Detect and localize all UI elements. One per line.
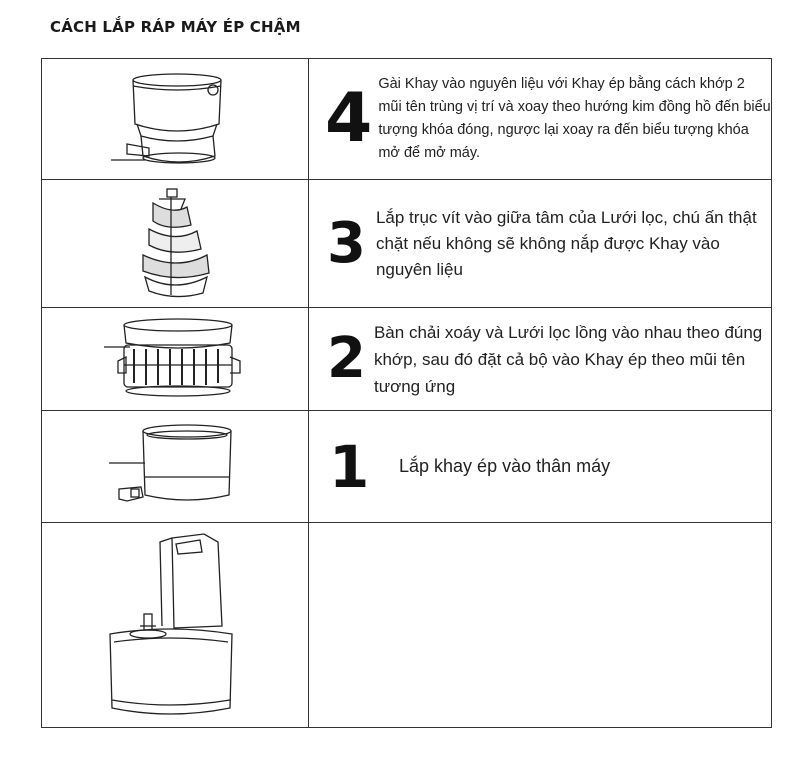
step-2-instruction-cell: [309, 308, 772, 411]
step-row-2: [42, 308, 772, 411]
empty-instruction-cell: [309, 523, 772, 728]
step-1-instruction-cell: [309, 411, 772, 523]
step-description: Lắp trục vít vào giữa tâm của Lưới lọc, chú ấn thật chặt nếu không sẽ không nắp được Khay vào nguyên liệu: [375, 207, 757, 279]
assembly-steps-table: [41, 58, 772, 728]
auger-screw-illustration: [115, 185, 235, 303]
step-3-image: [42, 180, 309, 308]
step-2-image: [42, 308, 309, 411]
step-row-4: [42, 59, 772, 180]
page-title: CÁCH LẮP RÁP MÁY ÉP CHẬM: [50, 18, 301, 36]
step-number: 2: [327, 326, 366, 391]
step-row-base: [42, 523, 772, 728]
brush-strainer-illustration: [100, 313, 250, 405]
step-4-image: [42, 59, 309, 180]
step-number: 1: [329, 432, 370, 501]
step-number: 4: [325, 79, 373, 158]
hopper-chamber-illustration: [105, 64, 245, 174]
step-description: Gài Khay vào nguyên liệu với Khay ép bằng cách khớp 2 mũi tên trùng vị trí và xoay theo hướng kim đồng hồ đến biểu tượng khóa đóng, ngược lại xoay ra đến biểu tượng khóa mở để mở máy.: [378, 76, 771, 161]
step-3-instruction-cell: [309, 180, 772, 308]
step-1-image: [42, 411, 309, 523]
step-number: 3: [327, 210, 366, 276]
step-description: Lắp khay ép vào thân máy: [399, 456, 611, 476]
juicing-bowl-illustration: [105, 419, 245, 515]
step-description: Bàn chải xoáy và Lưới lọc lồng vào nhau theo đúng khớp, sau đó đặt cả bộ vào Khay ép theo mũi tên tương ứng: [373, 322, 763, 396]
step-row-3: [42, 180, 772, 308]
motor-base-image: [42, 523, 309, 728]
motor-base-illustration: [100, 530, 250, 720]
step-row-1: [42, 411, 772, 523]
step-4-instruction-cell: [309, 59, 772, 180]
